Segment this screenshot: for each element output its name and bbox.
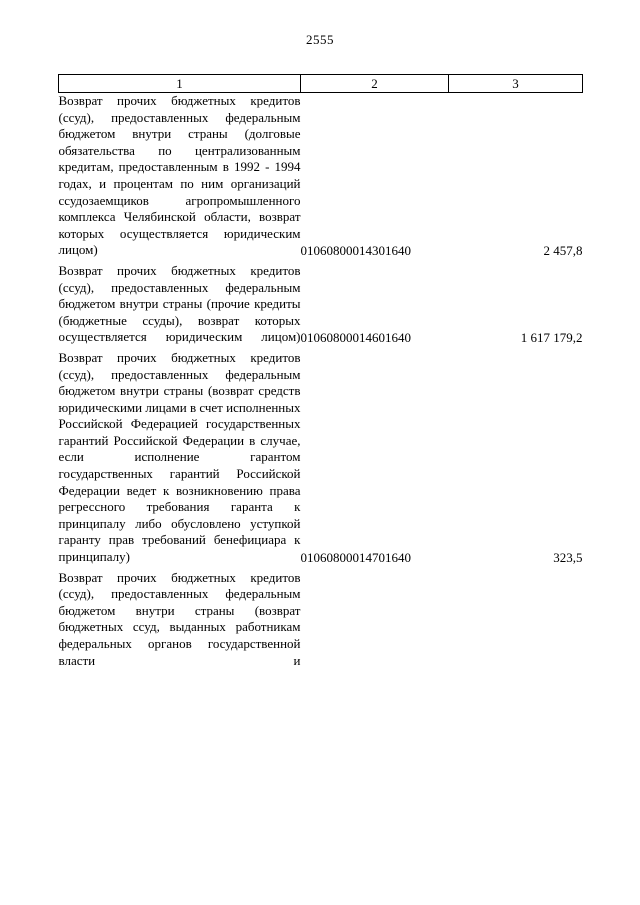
table-row [59, 263, 583, 346]
column-header-1: 1 [59, 75, 301, 93]
table-body [59, 93, 583, 670]
table-row [59, 570, 583, 670]
table-row [59, 350, 583, 566]
row-amount [449, 570, 583, 670]
column-header-2: 2 [301, 75, 449, 93]
table-header [59, 75, 583, 93]
row-description: Возврат прочих бюджетных кредитов (ссуд), предоставленных федеральным бюджетом внутри страны (долговые обязательства по централизованным кредитам, предоставленным в 1992 - 1994 годах, и процентам по ним организаций ссудозаемщиков агропромышленного комплекса Челябинской области, возврат которых осуществляется юридическим лицом) [58, 93, 301, 258]
table-header-row [59, 75, 583, 93]
row-code: 01060800014701640 [300, 549, 411, 565]
budget-table [58, 74, 583, 669]
row-amount: 2 457,8 [543, 242, 583, 258]
column-header-3: 3 [449, 75, 583, 93]
row-amount: 1 617 179,2 [520, 329, 583, 345]
row-code: 01060800014601640 [300, 329, 411, 345]
row-amount: 323,5 [553, 549, 583, 565]
row-code [301, 570, 449, 670]
page-number: 2555 [306, 32, 334, 47]
table-row [59, 93, 583, 259]
row-code: 01060800014301640 [300, 242, 411, 258]
row-description: Возврат прочих бюджетных кредитов (ссуд), предоставленных федеральным бюджетом внутри страны (возврат бюджетных ссуд, выданных работникам федеральных органов государственной власти и [58, 569, 301, 668]
row-description: Возврат прочих бюджетных кредитов (ссуд), предоставленных федеральным бюджетом внутри страны (прочие кредиты (бюджетные ссуды), возврат которых осуществляется юридическим лицом) [58, 262, 301, 345]
row-description: Возврат прочих бюджетных кредитов (ссуд), предоставленных федеральным бюджетом внутри страны (возврат средств юридическими лицами в счет исполненных Российской Федерацией государственных гарантий Российской Федерации в случае, если исполнение гарантом государственных гарантий Российской Федерации ведет к возникновению права регрессного требования гаранта к принципалу либо обусловлено уступкой гаранту прав требований бенефициара к принципалу) [58, 349, 301, 565]
